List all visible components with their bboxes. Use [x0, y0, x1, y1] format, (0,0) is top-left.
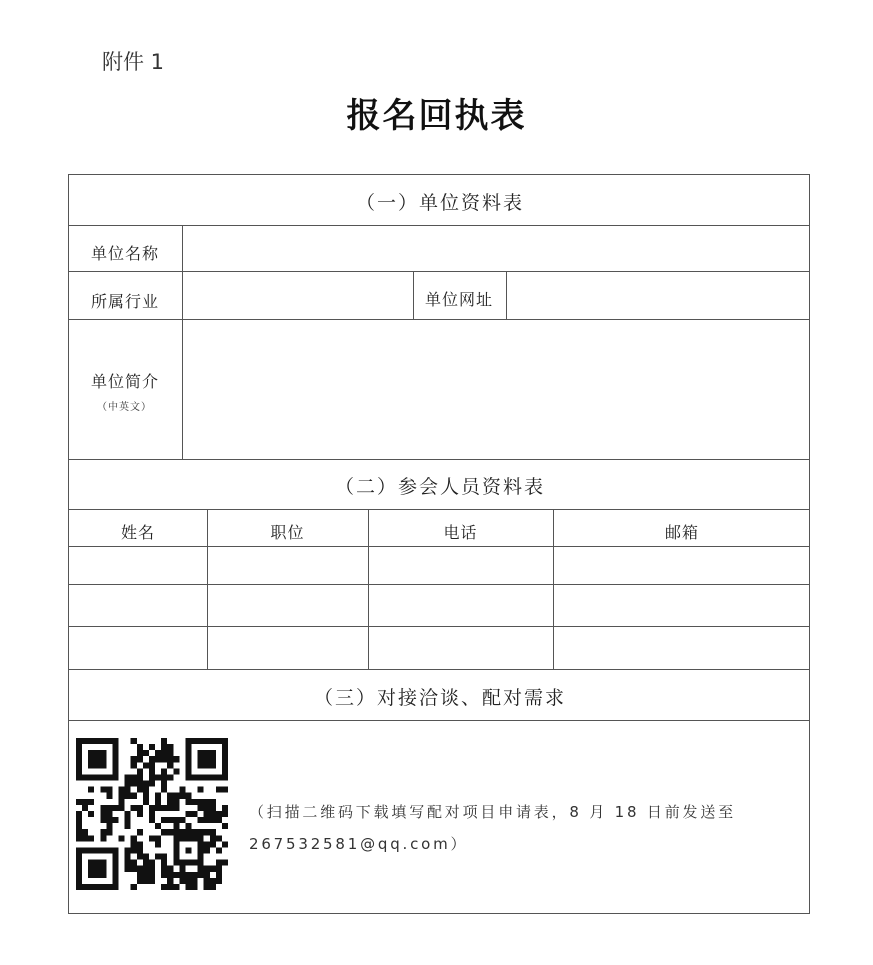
column-header-position: 职位: [270, 523, 305, 542]
website-field[interactable]: [509, 273, 805, 319]
divider: [69, 669, 809, 670]
section2-title: （二）参会人员资料表: [334, 476, 545, 498]
qr-instruction-line-2: 267532581@qq.com）: [249, 835, 469, 853]
divider: [69, 225, 809, 226]
section3-title: （三）对接洽谈、配对需求: [313, 687, 566, 709]
divider: [69, 509, 809, 510]
table-cell-phone[interactable]: [369, 547, 553, 584]
table-cell-name[interactable]: [69, 585, 207, 626]
industry-field[interactable]: [185, 273, 411, 319]
column-header-email: 邮箱: [664, 523, 699, 542]
table-cell-email[interactable]: [554, 585, 809, 626]
page-title: 报名回执表: [346, 96, 527, 136]
divider: [506, 271, 507, 319]
qr-instruction-note: [249, 796, 809, 860]
divider: [69, 319, 809, 320]
attachment-label: 附件 1: [102, 50, 165, 74]
table-cell-phone[interactable]: [369, 627, 553, 669]
section1-title: （一）单位资料表: [355, 192, 524, 214]
column-header-phone: 电话: [443, 523, 478, 542]
website-label: 单位网址: [425, 290, 494, 309]
table-cell-email[interactable]: [554, 547, 809, 584]
divider: [413, 271, 414, 319]
table-cell-phone[interactable]: [369, 585, 553, 626]
table-cell-position[interactable]: [208, 547, 368, 584]
intro-label: 单位简介: [91, 372, 160, 391]
divider: [69, 720, 809, 721]
divider: [69, 271, 809, 272]
unit-name-field[interactable]: [185, 227, 805, 271]
unit-name-label: 单位名称: [91, 244, 160, 263]
table-cell-email[interactable]: [554, 627, 809, 669]
table-cell-name[interactable]: [69, 627, 207, 669]
industry-label: 所属行业: [91, 292, 160, 311]
intro-sublabel: （中英文）: [97, 402, 152, 413]
divider: [69, 459, 809, 460]
table-cell-name[interactable]: [69, 547, 207, 584]
column-header-name: 姓名: [120, 523, 155, 542]
intro-field[interactable]: [185, 321, 805, 457]
divider: [182, 225, 183, 459]
table-cell-position[interactable]: [208, 585, 368, 626]
registration-form: [68, 174, 810, 914]
qr-instruction-line-1: （扫描二维码下载填写配对项目申请表，8 月 18 日前发送至: [249, 803, 736, 821]
qr-code-icon[interactable]: [76, 738, 228, 890]
table-cell-position[interactable]: [208, 627, 368, 669]
